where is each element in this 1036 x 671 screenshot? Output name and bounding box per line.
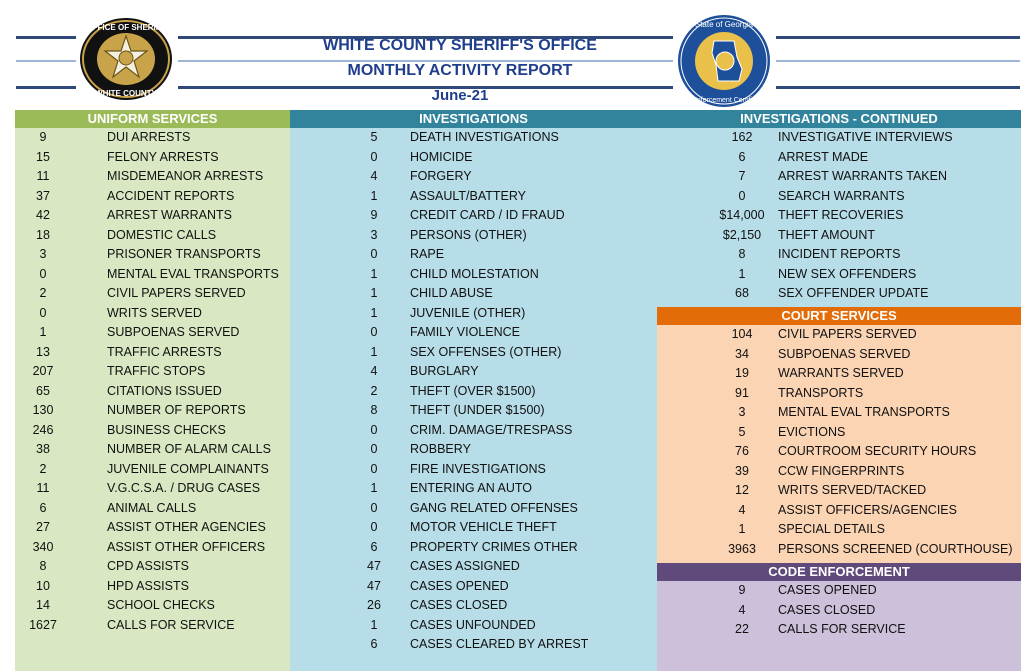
row-label: RAPE — [410, 247, 445, 261]
table-row — [657, 403, 1021, 422]
row-label: ARREST WARRANTS TAKEN — [778, 169, 948, 183]
table-row — [290, 616, 657, 635]
investigations-continued-section — [657, 110, 1021, 307]
report-period: June-21 — [431, 87, 489, 104]
row-value: 5 — [370, 130, 378, 144]
header-rule-left-mid — [16, 60, 76, 62]
table-row — [290, 401, 657, 420]
table-row — [657, 540, 1021, 559]
row-label: MOTOR VEHICLE THEFT — [410, 520, 557, 534]
row-label: ROBBERY — [410, 442, 471, 456]
row-value: 3963 — [728, 541, 756, 556]
row-value: 15 — [36, 149, 50, 164]
table-row — [15, 187, 290, 206]
table-row — [290, 245, 657, 264]
table-row — [290, 499, 657, 518]
svg-text:Law Enforcement Certification: Law Enforcement Certification — [677, 97, 771, 104]
row-value: 7 — [738, 169, 746, 183]
report-subtitle: MONTHLY ACTIVITY REPORT — [347, 62, 573, 79]
svg-text:OFFICE OF SHERIFF: OFFICE OF SHERIFF — [86, 23, 166, 32]
row-value: 1 — [370, 266, 378, 281]
row-value: $14,000 — [719, 208, 765, 222]
row-value: 1627 — [29, 617, 57, 632]
row-value: 42 — [36, 208, 50, 222]
table-row — [657, 226, 1021, 245]
row-label: CITATIONS ISSUED — [107, 383, 222, 398]
table-row — [290, 304, 657, 323]
row-label: MISDEMEANOR ARRESTS — [107, 169, 264, 183]
row-label: WARRANTS SERVED — [778, 366, 904, 380]
row-value: 26 — [367, 598, 381, 612]
row-value: 4 — [738, 602, 746, 617]
investigations-column — [290, 110, 657, 671]
row-label: CHILD ABUSE — [410, 286, 493, 300]
row-value: 13 — [36, 344, 50, 359]
row-value: 9 — [370, 208, 378, 222]
row-value: 2 — [39, 286, 47, 300]
row-label: CASES CLEARED BY ARREST — [410, 637, 589, 651]
row-label: BUSINESS CHECKS — [107, 422, 226, 437]
table-row — [15, 323, 290, 342]
table-row — [657, 245, 1021, 264]
row-label: CIVIL PAPERS SERVED — [107, 286, 246, 300]
investigations-continued-header: INVESTIGATIONS - CONTINUED — [657, 110, 1021, 128]
table-row — [290, 577, 657, 596]
row-value: 3 — [738, 405, 746, 419]
row-value: 0 — [370, 461, 378, 476]
table-row — [15, 479, 290, 498]
row-value: 47 — [367, 559, 381, 573]
table-row — [290, 538, 657, 557]
table-row — [15, 616, 290, 635]
row-label: DOMESTIC CALLS — [107, 227, 217, 242]
row-value: 3 — [39, 247, 47, 261]
table-row — [15, 577, 290, 596]
row-label: HOMICIDE — [410, 149, 473, 164]
row-label: FIRE INVESTIGATIONS — [410, 461, 546, 476]
table-row — [15, 343, 290, 362]
row-label: SUBPOENAS SERVED — [107, 325, 240, 339]
row-value: 5 — [738, 424, 746, 439]
table-row — [290, 206, 657, 225]
uniform-services-header: UNIFORM SERVICES — [15, 110, 290, 128]
row-label: MENTAL EVAL TRANSPORTS — [778, 405, 950, 419]
table-row — [15, 265, 290, 284]
table-row — [657, 384, 1021, 403]
table-row — [15, 206, 290, 225]
table-row — [290, 343, 657, 362]
table-row — [657, 423, 1021, 442]
row-value: 37 — [36, 188, 50, 203]
row-value: 1 — [738, 522, 746, 536]
row-value: 130 — [32, 403, 54, 417]
row-label: SEX OFFENDER UPDATE — [778, 286, 929, 300]
table-row — [657, 265, 1021, 284]
table-row — [15, 460, 290, 479]
row-value: 6 — [370, 637, 378, 651]
row-label: SEARCH WARRANTS — [778, 188, 905, 203]
table-row — [15, 401, 290, 420]
row-label: HPD ASSISTS — [107, 578, 189, 593]
row-value: 1 — [370, 188, 378, 203]
table-row — [657, 620, 1021, 639]
row-label: ENTERING AN AUTO — [410, 481, 533, 495]
row-label: GANG RELATED OFFENSES — [410, 500, 578, 515]
table-row — [15, 304, 290, 323]
row-value: 1 — [370, 617, 378, 632]
row-value: 0 — [370, 149, 378, 164]
row-label: TRAFFIC STOPS — [107, 364, 206, 378]
table-row — [290, 440, 657, 459]
row-label: CALLS FOR SERVICE — [778, 622, 906, 636]
table-row — [657, 462, 1021, 481]
row-label: SCHOOL CHECKS — [107, 598, 215, 612]
row-label: WRITS SERVED/TACKED — [778, 483, 927, 497]
row-label: TRANSPORTS — [778, 385, 864, 400]
row-label: CASES OPENED — [410, 578, 509, 593]
table-row — [290, 518, 657, 537]
row-label: THEFT AMOUNT — [778, 227, 875, 242]
row-value: 340 — [32, 539, 54, 554]
row-value: 9 — [39, 130, 47, 144]
row-label: ACCIDENT REPORTS — [107, 188, 235, 203]
table-row — [15, 538, 290, 557]
table-row — [15, 362, 290, 381]
row-value: 68 — [735, 286, 749, 300]
row-value: 1 — [370, 286, 378, 300]
row-value: 1 — [370, 344, 378, 359]
table-row — [15, 226, 290, 245]
row-label: MENTAL EVAL TRANSPORTS — [107, 266, 279, 281]
investigations-header: INVESTIGATIONS — [290, 110, 657, 128]
row-label: CASES UNFOUNDED — [410, 617, 536, 632]
table-row — [657, 325, 1021, 344]
row-value: 47 — [367, 578, 381, 593]
row-label: CIVIL PAPERS SERVED — [778, 327, 917, 341]
table-row — [290, 460, 657, 479]
court-services-section — [657, 307, 1021, 563]
row-value: 6 — [738, 149, 746, 164]
row-value: 1 — [39, 325, 47, 339]
row-value: 19 — [735, 366, 749, 380]
row-label: ANIMAL CALLS — [107, 500, 197, 515]
row-value: 4 — [738, 502, 746, 517]
row-value: 0 — [370, 325, 378, 339]
table-row — [15, 557, 290, 576]
table-row — [15, 421, 290, 440]
row-label: THEFT (UNDER $1500) — [410, 403, 545, 417]
row-label: NUMBER OF REPORTS — [107, 403, 246, 417]
right-column — [657, 110, 1021, 671]
row-label: SUBPOENAS SERVED — [778, 346, 911, 361]
row-value: 0 — [370, 520, 378, 534]
table-row — [290, 167, 657, 186]
row-value: 2 — [39, 461, 47, 476]
table-row — [15, 499, 290, 518]
table-row — [290, 421, 657, 440]
row-label: TRAFFIC ARRESTS — [107, 344, 222, 359]
row-value: 4 — [370, 364, 378, 378]
table-row — [290, 635, 657, 654]
row-label: ASSAULT/BATTERY — [410, 188, 527, 203]
row-label: PRISONER TRANSPORTS — [107, 247, 261, 261]
table-row — [657, 284, 1021, 303]
table-row — [290, 187, 657, 206]
row-label: CCW FINGERPRINTS — [778, 463, 905, 478]
row-value: 0 — [738, 188, 746, 203]
row-label: CASES CLOSED — [778, 602, 876, 617]
row-value: 65 — [36, 383, 50, 398]
row-value: 0 — [39, 266, 47, 281]
row-label: THEFT RECOVERIES — [778, 208, 904, 222]
row-value: 0 — [370, 442, 378, 456]
table-row — [657, 187, 1021, 206]
table-row — [290, 323, 657, 342]
svg-text:State of Georgia: State of Georgia — [694, 20, 754, 29]
row-value: 39 — [735, 463, 749, 478]
row-value: 18 — [36, 227, 50, 242]
header-rule-right-bottom — [776, 86, 1020, 89]
table-row — [290, 226, 657, 245]
row-label: INCIDENT REPORTS — [778, 247, 901, 261]
uniform-services-column — [15, 110, 290, 671]
row-value: $2,150 — [722, 227, 762, 242]
row-value: 22 — [735, 622, 749, 636]
table-row — [657, 128, 1021, 147]
court-services-header: COURT SERVICES — [657, 307, 1021, 325]
table-row — [290, 362, 657, 381]
row-value: 12 — [735, 483, 749, 497]
table-row — [290, 148, 657, 167]
row-label: SPECIAL DETAILS — [778, 522, 885, 536]
table-row — [290, 265, 657, 284]
row-label: CALLS FOR SERVICE — [107, 617, 235, 632]
row-value: 246 — [32, 422, 54, 437]
row-label: CREDIT CARD / ID FRAUD — [410, 208, 565, 222]
table-row — [657, 501, 1021, 520]
table-row — [657, 148, 1021, 167]
row-value: 0 — [370, 247, 378, 261]
row-label: FAMILY VIOLENCE — [410, 325, 520, 339]
table-row — [15, 382, 290, 401]
row-label: JUVENILE COMPLAINANTS — [107, 461, 269, 476]
table-row — [15, 518, 290, 537]
row-value: 11 — [36, 481, 50, 495]
row-label: NUMBER OF ALARM CALLS — [107, 442, 271, 456]
row-label: THEFT (OVER $1500) — [410, 383, 536, 398]
table-row — [15, 284, 290, 303]
sheriff-badge-logo — [78, 16, 174, 102]
row-label: DUI ARRESTS — [107, 130, 191, 144]
row-value: 0 — [370, 422, 378, 437]
table-row — [657, 442, 1021, 461]
row-value: 11 — [36, 169, 50, 183]
table-row — [657, 364, 1021, 383]
row-label: CHILD MOLESTATION — [410, 266, 539, 281]
row-label: ASSIST OTHER OFFICERS — [107, 539, 266, 554]
row-label: PERSONS SCREENED (COURTHOUSE) — [778, 541, 1013, 556]
row-label: WRITS SERVED — [107, 305, 202, 320]
row-value: 0 — [39, 305, 47, 320]
row-value: 34 — [735, 346, 749, 361]
row-value: 91 — [735, 385, 749, 400]
table-row — [657, 481, 1021, 500]
table-row — [290, 557, 657, 576]
row-label: CASES OPENED — [778, 583, 877, 597]
row-value: 1 — [738, 266, 746, 281]
row-value: 8 — [39, 559, 47, 573]
row-value: 207 — [32, 364, 54, 378]
row-label: SEX OFFENSES (OTHER) — [410, 344, 562, 359]
row-label: INVESTIGATIVE INTERVIEWS — [778, 130, 953, 144]
row-value: 6 — [39, 500, 47, 515]
row-value: 8 — [370, 403, 378, 417]
row-value: 6 — [370, 539, 378, 554]
row-label: NEW SEX OFFENDERS — [778, 266, 917, 281]
row-label: V.G.C.S.A. / DRUG CASES — [107, 481, 261, 495]
row-value: 0 — [370, 500, 378, 515]
row-label: DEATH INVESTIGATIONS — [410, 130, 559, 144]
table-row — [657, 167, 1021, 186]
code-enforcement-section — [657, 563, 1021, 671]
row-value: 104 — [731, 327, 753, 341]
table-row — [290, 382, 657, 401]
row-value: 9 — [738, 583, 746, 597]
table-row — [15, 440, 290, 459]
row-value: 162 — [731, 130, 753, 144]
table-row — [15, 148, 290, 167]
row-value: 14 — [36, 598, 50, 612]
row-value: 4 — [370, 169, 378, 183]
row-value: 10 — [36, 578, 50, 593]
header-rule-left-bottom — [16, 86, 76, 89]
row-label: PROPERTY CRIMES OTHER — [410, 539, 578, 554]
row-label: ASSIST OTHER AGENCIES — [107, 520, 266, 534]
table-row — [290, 479, 657, 498]
row-value: 27 — [36, 520, 50, 534]
row-label: PERSONS (OTHER) — [410, 227, 527, 242]
table-row — [290, 284, 657, 303]
row-label: CRIM. DAMAGE/TRESPASS — [410, 422, 573, 437]
georgia-certification-seal — [676, 13, 772, 109]
header-rule-right-mid — [776, 60, 1020, 62]
table-row — [657, 581, 1021, 600]
table-row — [15, 167, 290, 186]
row-value: 1 — [370, 481, 378, 495]
row-value: 8 — [738, 247, 746, 261]
row-value: 76 — [735, 444, 749, 458]
table-row — [15, 245, 290, 264]
header-rule-right-top — [776, 36, 1020, 39]
row-label: CASES ASSIGNED — [410, 559, 520, 573]
table-row — [657, 206, 1021, 225]
row-label: ARREST WARRANTS — [107, 208, 233, 222]
table-row — [290, 128, 657, 147]
row-value: 2 — [370, 383, 378, 398]
header-rule-left-top — [16, 36, 76, 39]
code-enforcement-header: CODE ENFORCEMENT — [657, 563, 1021, 581]
svg-text:WHITE COUNTY: WHITE COUNTY — [95, 89, 157, 98]
row-value: 3 — [370, 227, 378, 242]
row-value: 38 — [36, 442, 50, 456]
row-label: FORGERY — [410, 169, 472, 183]
row-label: ASSIST OFFICERS/AGENCIES — [778, 502, 957, 517]
table-row — [290, 596, 657, 615]
row-label: EVICTIONS — [778, 424, 846, 439]
row-value: 1 — [370, 305, 378, 320]
row-label: COURTROOM SECURITY HOURS — [778, 444, 977, 458]
table-row — [15, 596, 290, 615]
row-label: JUVENILE (OTHER) — [410, 305, 526, 320]
row-label: CPD ASSISTS — [107, 559, 189, 573]
table-row — [657, 520, 1021, 539]
report-title: WHITE COUNTY SHERIFF'S OFFICE — [323, 37, 597, 54]
row-label: CASES CLOSED — [410, 598, 508, 612]
table-row — [657, 601, 1021, 620]
table-row — [657, 345, 1021, 364]
row-label: BURGLARY — [410, 364, 479, 378]
row-label: FELONY ARRESTS — [107, 149, 219, 164]
row-label: ARREST MADE — [778, 149, 869, 164]
table-row — [15, 128, 290, 147]
